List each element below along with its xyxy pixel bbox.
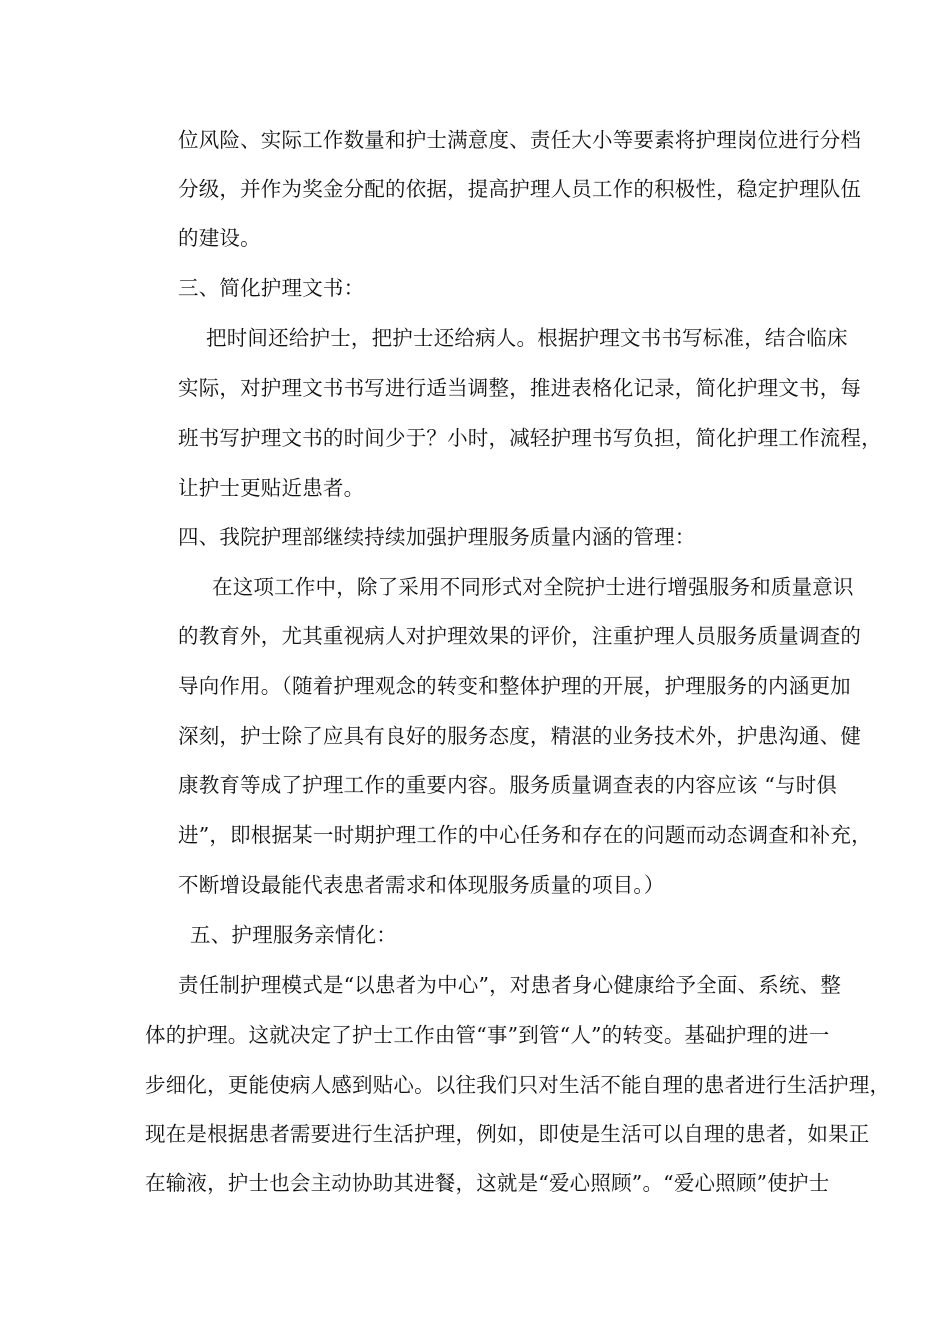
text-line-7: 班书写护理文书的时间少于？小时，减轻护理书写负担，简化护理工作流程， [178, 426, 882, 450]
text-line-10: 在这项工作中，除了采用不同形式对全院护士进行增强服务和质量意识 [212, 575, 854, 599]
text-line-2: 分级，并作为奖金分配的依据，提高护理人员工作的积极性，稳定护理队伍 [178, 177, 862, 201]
text-line-1: 位风险、实际工作数量和护士满意度、责任大小等要素将护理岗位进行分档 [178, 128, 862, 152]
text-line-22: 在输液，护士也会主动协助其进餐，这就是“爱心照顾”。“爱心照顾”使护士 [145, 1171, 830, 1195]
text-line-16: 不断增设最能代表患者需求和体现服务质量的项目。） [178, 873, 665, 897]
text-line-19: 体的护理。这就决定了护士工作由管“事”到管“人”的转变。基础护理的进一 [145, 1023, 830, 1047]
text-line-8: 让护士更贴近患者。 [178, 476, 365, 500]
text-line-18: 责任制护理模式是“以患者为中心”，对患者身心健康给予全面、系统、整 [178, 973, 842, 997]
text-line-6: 实际，对护理文书书写进行适当调整，推进表格化记录，简化护理文书，每 [178, 376, 862, 400]
text-line-5: 把时间还给护士，把护士还给病人。根据护理文书书写标准，结合临床 [206, 326, 848, 350]
text-line-11: 的教育外，尤其重视病人对护理效果的评价，注重护理人员服务质量调查的 [178, 624, 862, 648]
text-line-14: 康教育等成了护理工作的重要内容。服务质量调查表的内容应该 “与时俱 [178, 773, 838, 797]
text-line-20: 步细化，更能使病人感到贴心。以往我们只对生活不能自理的患者进行生活护理， [145, 1073, 891, 1097]
section-heading-3: 三、简化护理文书： [178, 276, 365, 300]
text-line-3: 的建设。 [178, 226, 261, 250]
text-line-12: 导向作用。（随着护理观念的转变和整体护理的开展，护理服务的内涵更加 [178, 674, 851, 698]
text-line-13: 深刻，护士除了应具有良好的服务态度，精湛的业务技术外，护患沟通、健 [178, 724, 862, 748]
text-line-15: 进”，即根据某一时期护理工作的中心任务和存在的问题而动态调查和补充， [178, 823, 872, 847]
section-heading-4: 四、我院护理部继续持续加强护理服务质量内涵的管理： [178, 525, 696, 549]
section-heading-5: 五、护理服务亲情化： [190, 923, 397, 947]
text-line-21: 现在是根据患者需要进行生活护理，例如，即使是生活可以自理的患者，如果正 [145, 1122, 870, 1146]
